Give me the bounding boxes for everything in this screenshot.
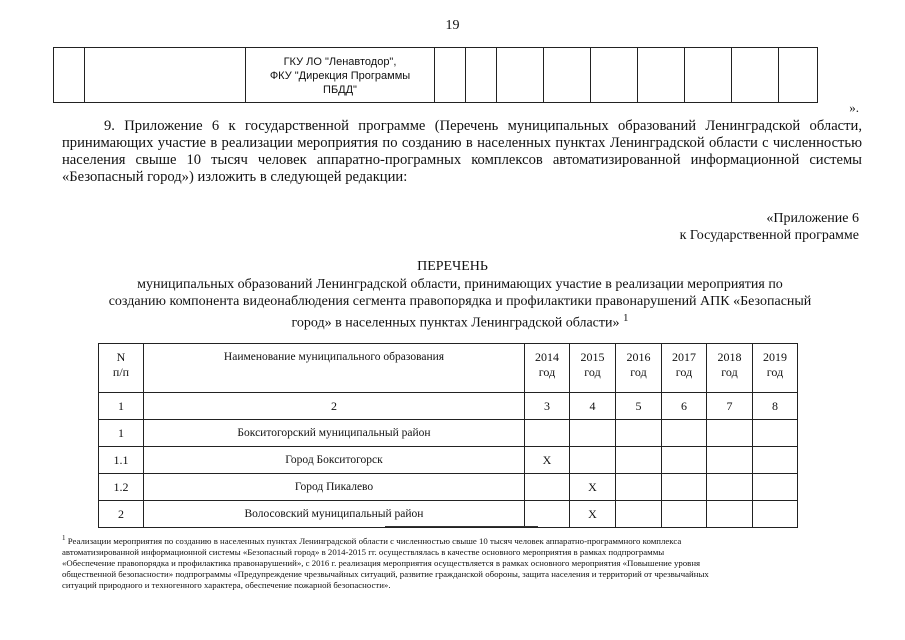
column-number-row: 1 2 3 4 5 6 7 8 [99,393,798,420]
table-row: 1.1 Город Бокситогорск X [99,447,798,474]
closing-quote: ». [849,100,859,115]
top-table-fragment [53,47,818,103]
list-subtitle: муниципальных образований Ленинградской области, принимающих участие в реализации мероприятия по созданию компонента видеонаблюдения сегмента правопорядка и профилактики правонарушений АПК «Безопасный город» в населенных пунктах Ленинградской области» $^1$ [108,277,812,331]
header-year-2016: 2016 год [616,344,662,393]
header-year-2014: 2014 год [525,344,570,393]
header-name: Наименование муниципального образования [144,344,525,393]
appendix-subtitle: к Государственной программе [679,228,859,243]
header-year-2019: 2019 год [753,344,798,393]
organization-cell: ГКУ ЛО "Ленавтодор", ФКУ "Дирекция Программы ПБДД" [246,48,435,103]
footnote-ref: 1 [623,312,629,324]
header-year-2017: 2017 год [662,344,707,393]
page-number: 19 [445,18,460,33]
table-row: 1 Бокситогорский муниципальный район [99,420,798,447]
table-row: 1.2 Город Пикалево X [99,474,798,501]
footnote-marker: 1 [62,534,66,542]
header-num: N п/п [99,344,144,393]
body-paragraph: 9. Приложение 6 к государственной программе (Перечень муниципальных образований Ленинградской области, принимающих участие в реализации мероприятия по созданию в населенных пунктах Ленинградской области с численностью населения свыше 10 тысяч человек аппаратно-програмных комплексов автоматизированной информационной системы «Безопасный город») изложить в следующей редакции: [62,118,862,185]
municipality-table [98,343,798,528]
footnote: $^1$ Реализации мероприятия по созданию в населенных пунктах Ленинградской области с численностью свыше 10 тысяч человек аппаратно-программного комплекса автоматизированной информационной системы «Безопасный город» в 2014-2015 гг. осуществлялась в качестве основного мероприятия в рамках подпрограммы «Обеспечение правопорядка и профилактика правонарушений», с 2016 г. реализация мероприятия осуществляется в рамках основного мероприятия «Повышение уровня общественной безопасности» подпрограммы «Предупреждение чрезвычайных ситуаций, развитие гражданской обороны, защита населения и территорий от чрезвычайных ситуаций природного и техногенного характера, обеспечение пожарной безопасности». [62,534,709,590]
list-title: ПЕРЕЧЕНЬ [417,259,488,274]
footnote-separator [385,526,538,527]
appendix-label: «Приложение 6 [766,211,859,226]
table-row: 2 Волосовский муниципальный район X [99,501,798,528]
header-year-2015: 2015 год [570,344,616,393]
table-row [54,48,818,103]
header-year-2018: 2018 год [707,344,753,393]
table-header-row [99,344,798,393]
